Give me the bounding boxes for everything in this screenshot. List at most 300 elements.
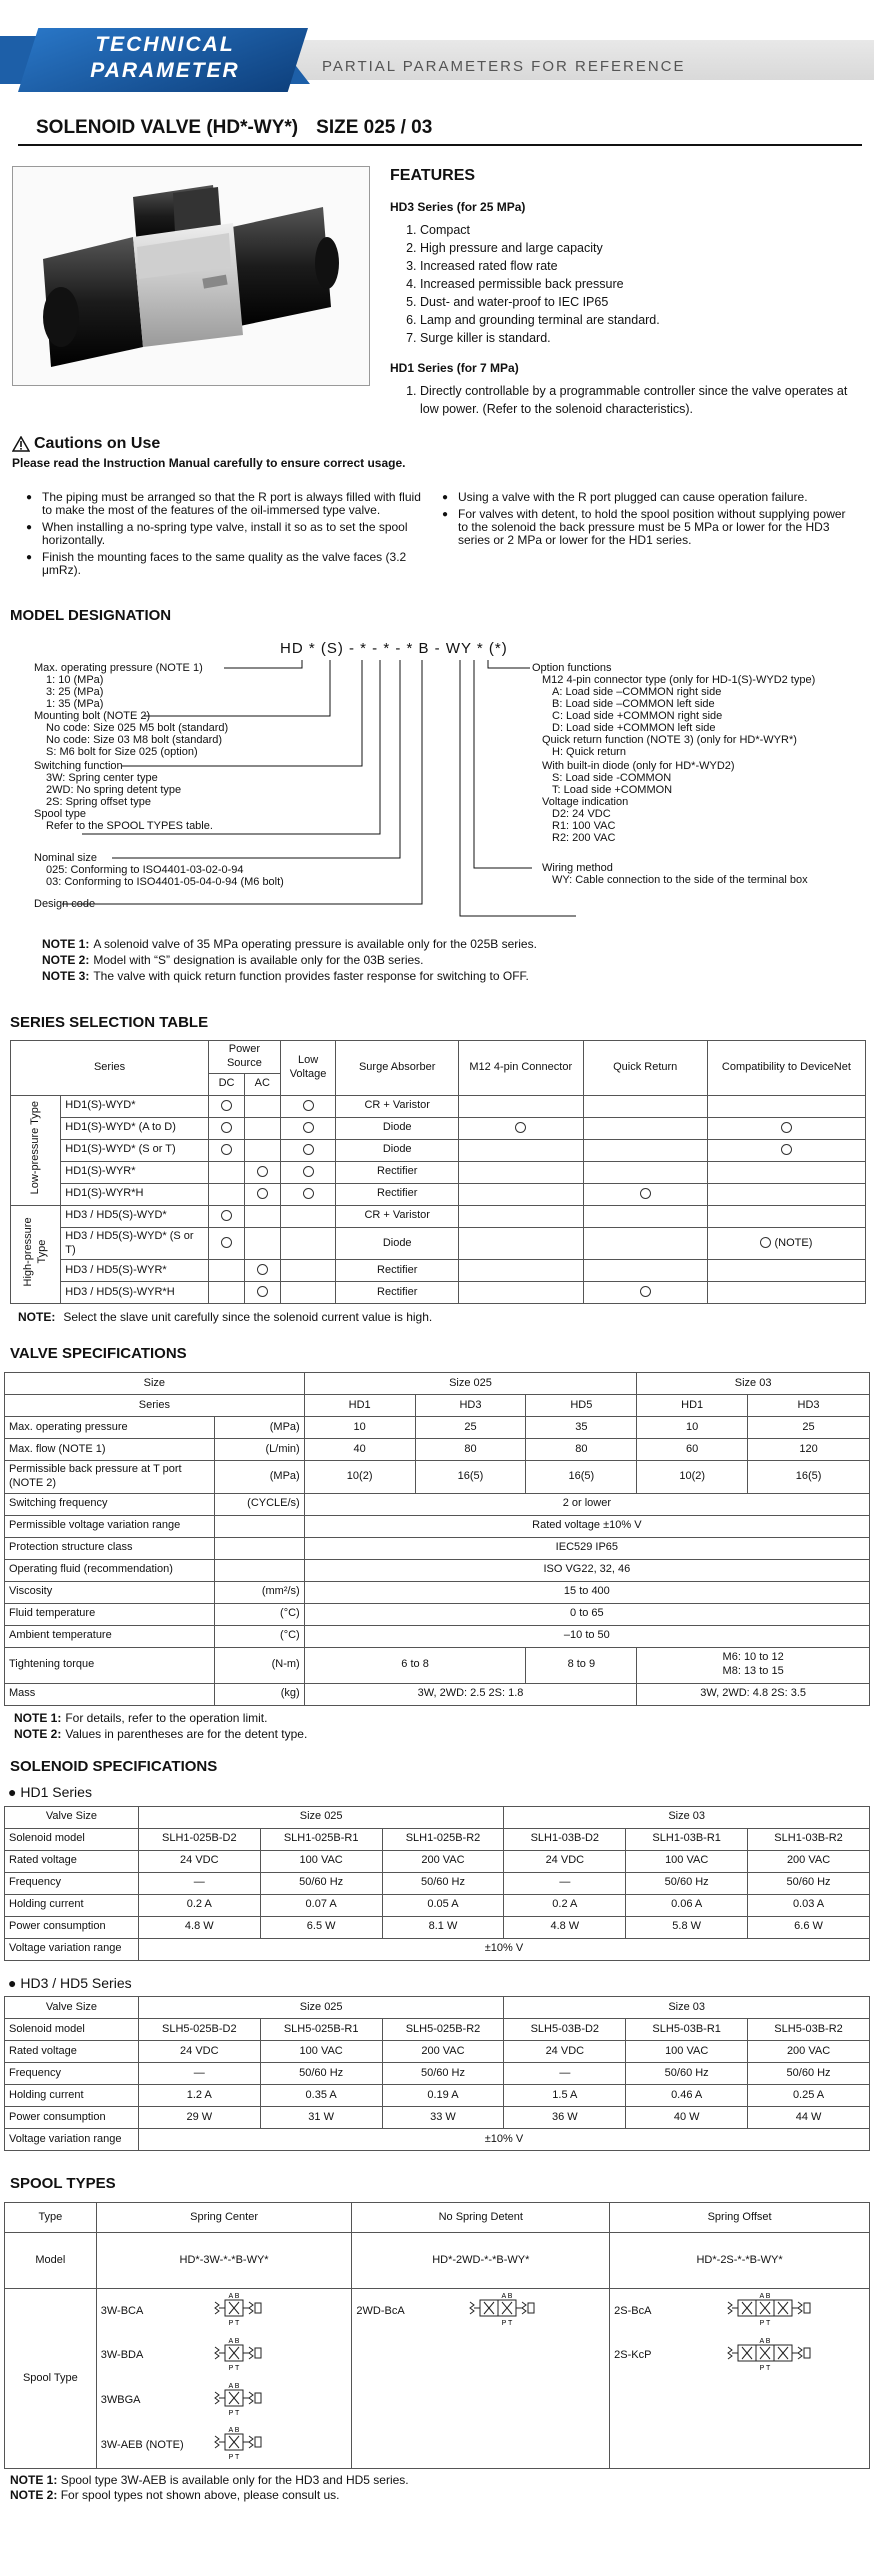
table-cell xyxy=(458,1260,583,1282)
col-header: M12 4-pin Connector xyxy=(458,1041,583,1096)
table-cell: 16(5) xyxy=(748,1461,870,1494)
model-designation-heading: MODEL DESIGNATION xyxy=(10,606,172,624)
row-label: Rated voltage xyxy=(5,1850,139,1872)
row-label: Frequency xyxy=(5,1872,139,1894)
available-mark xyxy=(221,1144,232,1155)
table-cell xyxy=(244,1227,280,1260)
table-row xyxy=(5,1461,870,1494)
table-row xyxy=(5,2107,870,2129)
svg-text:A B: A B xyxy=(228,2382,240,2390)
col-header: Size 03 xyxy=(637,1373,870,1395)
table-row xyxy=(11,1282,866,1304)
model-label: H: Quick return xyxy=(552,745,626,758)
table-cell xyxy=(209,1227,245,1260)
model-label: Wiring method xyxy=(542,861,613,874)
series-name: HD1(S)-WYR* xyxy=(61,1161,209,1183)
spool-cell: 2S-KcP A B P T xyxy=(610,2334,870,2379)
table-cell: 50/60 Hz xyxy=(626,2063,748,2085)
col-header: Compatibility to DeviceNet xyxy=(707,1041,865,1096)
table-row xyxy=(5,2085,870,2107)
table-row xyxy=(5,2129,870,2151)
row-label: Fluid temperature xyxy=(5,1603,215,1625)
row-label: Power consumption xyxy=(5,2107,139,2129)
row-label: Operating fluid (recommendation) xyxy=(5,1559,215,1581)
table-cell xyxy=(280,1282,336,1304)
table-row xyxy=(5,1647,870,1683)
table-cell xyxy=(244,1282,280,1304)
row-unit: (MPa) xyxy=(214,1461,304,1494)
row-label: Mass xyxy=(5,1683,215,1705)
hd1-series-heading: ● HD1 Series xyxy=(8,1784,92,1801)
table-cell xyxy=(583,1117,707,1139)
table-cell: SLH5-03B-D2 xyxy=(504,2019,626,2041)
table-cell xyxy=(707,1183,865,1205)
col-header: Type xyxy=(5,2203,97,2233)
table-cell: 24 VDC xyxy=(504,1850,626,1872)
list-item: 1. Compact xyxy=(420,221,862,239)
table-cell: (NOTE) xyxy=(707,1227,865,1260)
table-cell: ±10% V xyxy=(138,1938,869,1960)
model-label: 025: Conforming to ISO4401-03-02-0-94 xyxy=(46,863,244,876)
model-label: No code: Size 03 M8 bolt (standard) xyxy=(46,733,223,746)
col-header: Size 025 xyxy=(138,1997,504,2019)
table-cell: 0.19 A xyxy=(382,2085,504,2107)
row-unit: (kg) xyxy=(214,1683,304,1705)
spool-cell: 3W-BDA A B P T xyxy=(96,2334,352,2379)
model-label: 2WD: No spring detent type xyxy=(46,783,182,796)
row-label: Rated voltage xyxy=(5,2041,139,2063)
table-cell: SLH5-025B-D2 xyxy=(138,2019,260,2041)
table-cell: 3W, 2WD: 4.8 2S: 3.5 xyxy=(637,1683,870,1705)
spool-cell: 3WBGA A B P T xyxy=(96,2379,352,2424)
table-cell: 36 W xyxy=(504,2107,626,2129)
table-cell xyxy=(458,1282,583,1304)
model-label: D2: 24 VDC xyxy=(552,807,611,820)
table-row xyxy=(5,1872,870,1894)
model-label: 1: 10 (MPa) xyxy=(46,673,104,686)
table-cell xyxy=(458,1139,583,1161)
model-label: T: Load side +COMMON xyxy=(552,783,673,796)
table-row xyxy=(5,1439,870,1461)
table-cell: 8.1 W xyxy=(382,1916,504,1938)
row-label: Frequency xyxy=(5,2063,139,2085)
spool-cell-empty xyxy=(352,2334,610,2469)
svg-text:A B: A B xyxy=(759,2293,771,2300)
row-label: Model xyxy=(5,2233,97,2289)
table-cell xyxy=(209,1117,245,1139)
series-name: HD3 / HD5(S)-WYD* (S or T) xyxy=(61,1227,209,1260)
spool-symbol-icon xyxy=(724,2336,832,2372)
table-row xyxy=(5,1537,870,1559)
table-cell: 100 VAC xyxy=(626,1850,748,1872)
col-header: HD3 xyxy=(748,1395,870,1417)
spool-cell-empty xyxy=(610,2379,870,2469)
list-item: ● When installing a no-spring type valve, install it so as to set the spool horizontally. xyxy=(30,521,434,547)
model-label: 3: 25 (MPa) xyxy=(46,685,104,698)
table-cell xyxy=(458,1117,583,1139)
table-cell: — xyxy=(138,1872,260,1894)
table-cell xyxy=(707,1282,865,1304)
col-header: Power Source xyxy=(209,1041,281,1074)
available-mark xyxy=(257,1264,268,1275)
model-label: R2: 200 VAC xyxy=(552,831,616,844)
table-cell: 10 xyxy=(637,1417,748,1439)
table-cell: 0.2 A xyxy=(504,1894,626,1916)
table-cell: ±10% V xyxy=(138,2129,869,2151)
warning-icon xyxy=(12,436,30,452)
table-cell xyxy=(244,1161,280,1183)
table-cell: SLH5-03B-R2 xyxy=(748,2019,870,2041)
note-line: NOTE 1: Spool type 3W-AEB is available only for the HD3 and HD5 series. xyxy=(10,2473,409,2487)
solenoid-specs-heading: SOLENOID SPECIFICATIONS xyxy=(10,1757,218,1775)
table-row xyxy=(5,2041,870,2063)
svg-text:P T: P T xyxy=(228,2409,240,2417)
row-unit xyxy=(214,1515,304,1537)
row-label: Max. operating pressure xyxy=(5,1417,215,1439)
model-label: With built-in diode (only for HD*-WYD2) xyxy=(542,759,735,772)
table-row xyxy=(11,1161,866,1183)
table-cell: 0.05 A xyxy=(382,1894,504,1916)
table-cell: 50/60 Hz xyxy=(382,1872,504,1894)
col-header: Spring Offset xyxy=(610,2203,870,2233)
list-item: 4. Increased permissible back pressure xyxy=(420,275,862,293)
table-cell: 10(2) xyxy=(637,1461,748,1494)
model-label: Refer to the SPOOL TYPES table. xyxy=(46,819,213,832)
table-cell: CR + Varistor xyxy=(336,1205,459,1227)
spool-cell: 2S-BcA A B P T xyxy=(610,2289,870,2334)
spool-types-table xyxy=(4,2202,870,2469)
list-item: ● For valves with detent, to hold the spool position without supplying power to the solenoid the back pressure must be 5 MPa or lower for the HD3 series or 2 MPa or lower for the HD1 series. xyxy=(446,508,850,547)
table-cell: 120 xyxy=(748,1439,870,1461)
table-cell: 4.8 W xyxy=(138,1916,260,1938)
table-row xyxy=(11,1095,866,1117)
col-header: Quick Return xyxy=(583,1041,707,1096)
spool-symbol-icon xyxy=(211,2291,283,2327)
col-header: Surge Absorber xyxy=(336,1041,459,1096)
available-mark xyxy=(640,1188,651,1199)
available-mark xyxy=(303,1100,314,1111)
table-cell xyxy=(707,1117,865,1139)
table-cell: 44 W xyxy=(748,2107,870,2129)
table-cell: Rectifier xyxy=(336,1282,459,1304)
row-unit: (CYCLE/s) xyxy=(214,1493,304,1515)
table-cell: 50/60 Hz xyxy=(626,1872,748,1894)
table-cell: 200 VAC xyxy=(382,2041,504,2063)
table-cell: 5.8 W xyxy=(626,1916,748,1938)
svg-text:P T: P T xyxy=(228,2320,240,2327)
col-header: Series xyxy=(5,1395,305,1417)
table-cell xyxy=(707,1161,865,1183)
table-row xyxy=(11,1205,866,1227)
table-row xyxy=(5,1625,870,1647)
valve-specs-table xyxy=(4,1372,870,1706)
table-cell xyxy=(280,1139,336,1161)
row-label: Permissible voltage variation range xyxy=(5,1515,215,1537)
table-cell xyxy=(209,1161,245,1183)
header-banner xyxy=(0,0,874,100)
model-notes xyxy=(42,936,874,984)
list-item: ● The piping must be arranged so that the R port is always filled with fluid to make the most of the features of the oil-immersed type valve. xyxy=(30,491,434,517)
model-label: Max. operating pressure (NOTE 1) xyxy=(34,661,203,674)
valve-notes xyxy=(14,1710,874,1742)
spool-symbol-icon xyxy=(466,2291,556,2327)
features-heading: FEATURES xyxy=(390,166,476,184)
col-header: Spring Center xyxy=(96,2203,352,2233)
table-cell: Rectifier xyxy=(336,1183,459,1205)
col-header: Size 025 xyxy=(138,1806,504,1828)
table-cell: 4.8 W xyxy=(504,1916,626,1938)
table-cell: 50/60 Hz xyxy=(260,2063,382,2085)
table-row xyxy=(5,1916,870,1938)
table-cell: 10 xyxy=(304,1417,415,1439)
model-label: S: M6 bolt for Size 025 (option) xyxy=(46,745,198,758)
available-mark xyxy=(781,1122,792,1133)
series-name: HD1(S)-WYD* (A to D) xyxy=(61,1117,209,1139)
table-cell xyxy=(209,1139,245,1161)
row-unit: (MPa) xyxy=(214,1417,304,1439)
row-label: Solenoid model xyxy=(5,2019,139,2041)
table-cell: Diode xyxy=(336,1117,459,1139)
solenoid-valve-illustration xyxy=(13,167,369,385)
group-label: High-pressure Type xyxy=(11,1205,61,1304)
table-cell: M6: 10 to 12 M8: 13 to 15 xyxy=(637,1647,870,1683)
table-cell xyxy=(458,1095,583,1117)
model-label: No code: Size 025 M5 bolt (standard) xyxy=(46,721,229,734)
table-cell xyxy=(583,1260,707,1282)
table-cell: 100 VAC xyxy=(626,2041,748,2063)
row-label: Spool Type xyxy=(5,2289,97,2469)
note-line: NOTE 1: A solenoid valve of 35 MPa operating pressure is available only for the 025B series. xyxy=(42,936,537,951)
row-label: Viscosity xyxy=(5,1581,215,1603)
table-cell: 50/60 Hz xyxy=(748,2063,870,2085)
table-cell xyxy=(458,1227,583,1260)
row-label: Max. flow (NOTE 1) xyxy=(5,1439,215,1461)
table-cell: SLH1-03B-R1 xyxy=(626,1828,748,1850)
table-cell xyxy=(707,1205,865,1227)
table-cell: –10 to 50 xyxy=(304,1625,869,1647)
row-label: Voltage variation range xyxy=(5,2129,139,2151)
table-cell: 6.6 W xyxy=(748,1916,870,1938)
available-mark xyxy=(221,1210,232,1221)
row-unit xyxy=(214,1559,304,1581)
table-cell: 40 W xyxy=(626,2107,748,2129)
table-cell: — xyxy=(504,1872,626,1894)
table-cell xyxy=(209,1260,245,1282)
svg-text:P T: P T xyxy=(759,2364,771,2372)
table-cell xyxy=(707,1260,865,1282)
table-row xyxy=(11,1183,866,1205)
table-cell xyxy=(209,1205,245,1227)
table-cell: CR + Varistor xyxy=(336,1095,459,1117)
table-row xyxy=(5,1828,870,1850)
table-cell: 0.25 A xyxy=(748,2085,870,2107)
table-cell: 16(5) xyxy=(526,1461,637,1494)
svg-text:A B: A B xyxy=(228,2337,240,2345)
valve-specs-heading: VALVE SPECIFICATIONS xyxy=(10,1345,187,1363)
table-cell: 24 VDC xyxy=(138,1850,260,1872)
row-label: Protection structure class xyxy=(5,1537,215,1559)
svg-text:A B: A B xyxy=(228,2427,240,2435)
table-cell: IEC529 IP65 xyxy=(304,1537,869,1559)
table-cell: SLH1-025B-R2 xyxy=(382,1828,504,1850)
list-item: 5. Dust- and water-proof to IEC IP65 xyxy=(420,293,862,311)
model-label: 3W: Spring center type xyxy=(46,771,158,784)
table-row xyxy=(5,1683,870,1705)
table-cell: 25 xyxy=(748,1417,870,1439)
series-name: HD1(S)-WYR*H xyxy=(61,1183,209,1205)
table-cell: SLH1-025B-D2 xyxy=(138,1828,260,1850)
table-cell: SLH1-03B-R2 xyxy=(748,1828,870,1850)
svg-text:A B: A B xyxy=(501,2293,513,2300)
model-label: B: Load side –COMMON left side xyxy=(552,697,715,710)
table-row xyxy=(5,2063,870,2085)
list-item: 6. Lamp and grounding terminal are standard. xyxy=(420,311,862,329)
model-label: S: Load side -COMMON xyxy=(552,771,672,784)
table-cell: 25 xyxy=(415,1417,526,1439)
model-code: HD * (S) - * - * - * B - WY * (*) xyxy=(280,639,508,657)
model-label: 03: Conforming to ISO4401-05-04-0-94 (M6 bolt) xyxy=(46,875,284,888)
table-row xyxy=(5,1806,870,1828)
table-cell xyxy=(583,1095,707,1117)
table-cell: 80 xyxy=(415,1439,526,1461)
row-label: Power consumption xyxy=(5,1916,139,1938)
spool-cell: 3W-BCA A B P T xyxy=(96,2289,352,2334)
table-cell: 0.46 A xyxy=(626,2085,748,2107)
table-cell xyxy=(209,1282,245,1304)
table-cell xyxy=(244,1205,280,1227)
model-label: Design code xyxy=(34,897,96,910)
available-mark xyxy=(221,1100,232,1111)
model-label: R1: 100 VAC xyxy=(552,819,616,832)
table-cell: 6.5 W xyxy=(260,1916,382,1938)
hd3-feature-list xyxy=(420,221,862,347)
cautions-right xyxy=(446,491,862,581)
table-cell xyxy=(209,1183,245,1205)
table-cell xyxy=(244,1183,280,1205)
col-header: Size 03 xyxy=(504,1997,870,2019)
table-cell xyxy=(583,1139,707,1161)
table-cell: Rated voltage ±10% V xyxy=(304,1515,869,1537)
list-item: 1. Directly controllable by a programmable controller since the valve operates at low power. (Refer to the solenoid characteristics). xyxy=(420,382,862,418)
list-item: 7. Surge killer is standard. xyxy=(420,329,862,347)
model-cell: HD*-2WD-*-*B-WY* xyxy=(352,2233,610,2289)
table-cell xyxy=(280,1117,336,1139)
list-item: ● Using a valve with the R port plugged can cause operation failure. xyxy=(446,491,850,504)
row-unit xyxy=(214,1537,304,1559)
table-row xyxy=(5,1515,870,1537)
table-cell xyxy=(583,1227,707,1260)
table-row xyxy=(5,1603,870,1625)
row-label: Tightening torque xyxy=(5,1647,215,1683)
table-cell xyxy=(280,1095,336,1117)
group-label: Low-pressure Type xyxy=(11,1095,61,1205)
row-label: Holding current xyxy=(5,2085,139,2107)
features xyxy=(390,166,862,418)
row-label: Valve Size xyxy=(5,1806,139,1828)
table-cell xyxy=(458,1161,583,1183)
table-cell: 2 or lower xyxy=(304,1493,869,1515)
cautions-note: Please read the Instruction Manual carefully to ensure correct usage. xyxy=(12,455,406,470)
table-cell: 0.2 A xyxy=(138,1894,260,1916)
row-label: Permissible back pressure at T port (NOTE 2) xyxy=(5,1461,215,1494)
row-unit: (mm²/s) xyxy=(214,1581,304,1603)
table-cell: 100 VAC xyxy=(260,1850,382,1872)
hd3-heading: HD3 Series (for 25 MPa) xyxy=(390,199,526,214)
model-cell: HD*-2S-*-*B-WY* xyxy=(610,2233,870,2289)
table-cell: 0 to 65 xyxy=(304,1603,869,1625)
table-cell: SLH5-03B-R1 xyxy=(626,2019,748,2041)
list-item: ● Finish the mounting faces to the same quality as the valve faces (3.2 μmRz). xyxy=(30,551,434,577)
table-cell: 40 xyxy=(304,1439,415,1461)
table-cell xyxy=(280,1227,336,1260)
model-label: 2S: Spring offset type xyxy=(46,795,151,808)
table-row xyxy=(5,1997,870,2019)
series-name: HD1(S)-WYD* xyxy=(61,1095,209,1117)
table-row xyxy=(11,1139,866,1161)
spool-notes xyxy=(10,2473,874,2503)
available-mark xyxy=(303,1122,314,1133)
series-note: NOTE: Select the slave unit carefully since the solenoid current value is high. xyxy=(18,1310,433,1325)
table-cell: SLH5-025B-R2 xyxy=(382,2019,504,2041)
table-cell xyxy=(707,1095,865,1117)
table-cell: 10(2) xyxy=(304,1461,415,1494)
table-cell: 0.06 A xyxy=(626,1894,748,1916)
cautions xyxy=(12,434,862,581)
col-header: Low Voltage xyxy=(280,1041,336,1096)
model-label: WY: Cable connection to the side of the terminal box xyxy=(552,873,808,886)
note-line: NOTE 1: For details, refer to the operation limit. xyxy=(14,1710,268,1725)
product-photo xyxy=(12,166,370,386)
spool-cell: 3W-AEB (NOTE) A B P T xyxy=(96,2423,352,2468)
spool-symbol-icon xyxy=(211,2425,283,2461)
model-label: Spool type xyxy=(34,807,86,820)
hd1-heading: HD1 Series (for 7 MPa) xyxy=(390,360,519,375)
row-unit: (°C) xyxy=(214,1603,304,1625)
table-row xyxy=(5,1417,870,1439)
row-label: Valve Size xyxy=(5,1997,139,2019)
table-row xyxy=(5,1493,870,1515)
model-label: Nominal size xyxy=(34,851,97,864)
model-designation-diagram xyxy=(12,626,862,936)
table-row xyxy=(11,1260,866,1282)
table-cell xyxy=(583,1183,707,1205)
table-cell: 29 W xyxy=(138,2107,260,2129)
table-cell: 100 VAC xyxy=(260,2041,382,2063)
spool-symbol-icon xyxy=(211,2336,283,2372)
col-header: HD1 xyxy=(304,1395,415,1417)
series-name: HD1(S)-WYD* (S or T) xyxy=(61,1139,209,1161)
table-cell xyxy=(209,1095,245,1117)
table-cell xyxy=(458,1205,583,1227)
available-mark xyxy=(760,1237,771,1248)
note-line: NOTE 2: Model with “S” designation is available only for the 03B series. xyxy=(42,952,424,967)
table-row xyxy=(5,1894,870,1916)
available-mark xyxy=(781,1144,792,1155)
available-mark xyxy=(515,1122,526,1133)
spool-cell: 2WD-BcA A B P T xyxy=(352,2289,610,2334)
hd1-solenoid-table xyxy=(4,1806,870,1961)
table-cell: 200 VAC xyxy=(382,1850,504,1872)
model-label: C: Load side +COMMON right side xyxy=(552,709,723,722)
table-cell: 8 to 9 xyxy=(526,1647,637,1683)
note-line: NOTE 2: Values in parentheses are for the detent type. xyxy=(14,1726,308,1741)
table-cell: Diode xyxy=(336,1227,459,1260)
spool-types-heading: SPOOL TYPES xyxy=(10,2175,116,2193)
cautions-left xyxy=(30,491,446,581)
series-selection-table xyxy=(10,1040,866,1304)
table-cell xyxy=(280,1161,336,1183)
available-mark xyxy=(221,1122,232,1133)
